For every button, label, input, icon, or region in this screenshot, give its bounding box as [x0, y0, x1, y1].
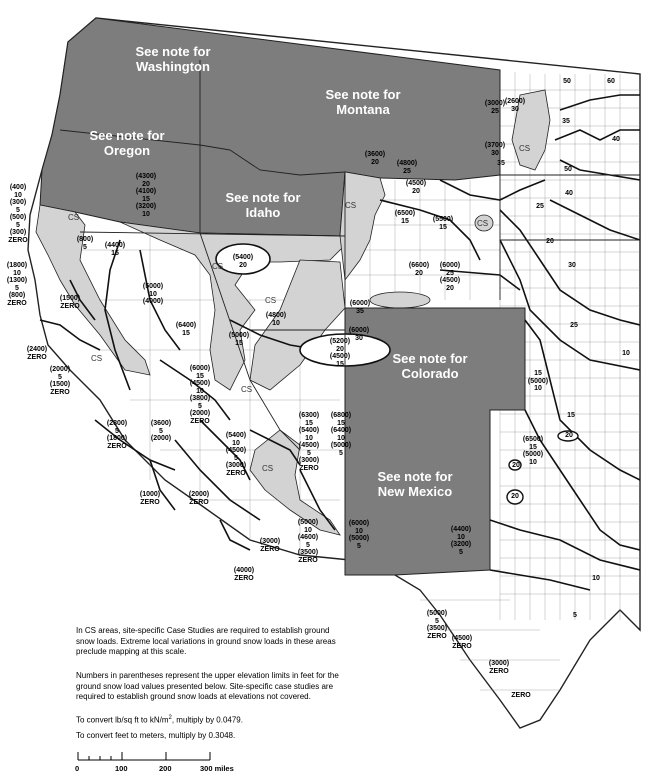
label-mt-2: (4800) 25 [396, 160, 418, 175]
label-co-1: 15 (5000) 10 [527, 370, 549, 392]
label-50-nd-1: 50 [563, 78, 571, 85]
label-nv-5: (5400) 10 (4500) 5 (3000) ZERO [225, 432, 247, 477]
label-az-4: (3000) ZERO [259, 538, 281, 553]
label-az-5: (4000) ZERO [233, 567, 255, 582]
label-nv-4: (6000) 15 (4500) 10 (3800) 5 (2000) ZERO [189, 365, 211, 425]
label-ut-3: (6000) 30 [348, 327, 370, 342]
label-nv-3: (6400) 15 [175, 322, 197, 337]
label-id-3: (5000) 15 [228, 332, 250, 347]
label-wy-5: (6000) 25 (4500) 20 [439, 262, 461, 292]
label-30-plains-1: 30 [568, 262, 576, 269]
label-60-mn: 60 [607, 78, 615, 85]
label-20-plains-2: 20 [565, 432, 573, 439]
label-zero-tx: ZERO [511, 692, 531, 699]
label-az-3: (5000) 10 (4600) 5 (3500) ZERO [297, 519, 319, 564]
legend-convert-load [76, 713, 346, 726]
label-40-sd: 40 [565, 190, 573, 197]
cs-label-arizona: CS [262, 464, 274, 473]
label-tx-2: (5000) 5 (3500) ZERO [426, 610, 448, 640]
label-tx-1: (4400) 10 (3200) 5 [450, 526, 472, 556]
label-nm-1: (6000) 10 (5000) 5 [348, 520, 370, 550]
label-id-1: (5400) 20 [232, 254, 254, 269]
scale-tick-200: 200 [159, 764, 172, 773]
label-id-2: (4800) 10 [265, 312, 287, 327]
label-mt-4: (3700) 30 [484, 142, 506, 157]
label-tx-3: (4500) ZERO [451, 635, 473, 650]
label-10-plains-1: 10 [622, 350, 630, 357]
label-ca-7: (2000) ZERO [188, 491, 210, 506]
cs-label-wasatch: CS [265, 296, 277, 305]
label-nv-2: (5000) 10 (4000) [142, 283, 164, 305]
label-nv-1: (4400) 15 [104, 242, 126, 257]
label-mt-3: (3000) 25 [484, 100, 506, 115]
label-50-nd-2: 50 [564, 166, 572, 173]
label-wy-4: (6600) 20 [408, 262, 430, 277]
scale-tick-100: 100 [115, 764, 128, 773]
label-ca-coast-2: (1800) 10 (1300) 5 (800) ZERO [6, 262, 28, 307]
label-az-2: (6800) 15 (6400) 10 (5000) 5 [330, 412, 352, 457]
label-ca-2: (2400) ZERO [26, 346, 48, 361]
label-15-plains: 15 [567, 412, 575, 419]
cs-label-utah: CS [241, 385, 253, 394]
legend-convert-load-text: To convert lb/sq ft to kN/m [76, 715, 169, 725]
label-mt-1: (3600) 20 [364, 151, 386, 166]
label-40-nd: 40 [612, 136, 620, 143]
label-or-2: (800) 5 [76, 236, 94, 251]
label-35-nd: 35 [562, 118, 570, 125]
cs-label-sierra: CS [91, 354, 103, 363]
legend-convert-load-factor: , multiply by 0.0479. [171, 715, 243, 725]
legend-convert-length: To convert feet to meters, multiply by 0.3048. [76, 731, 236, 740]
label-20-plains-1: 20 [546, 238, 554, 245]
label-ut-2: (6000) 35 [349, 300, 371, 315]
label-az-1: (6300) 15 (5400) 10 (4500) 5 (3000) ZERO [298, 412, 320, 472]
scale-tick-0: 0 [75, 764, 80, 773]
cs-label-idaho: CS [212, 262, 224, 271]
label-tx-4: (3000) ZERO [488, 660, 510, 675]
legend-elevation-note: Numbers in parentheses represent the upper elevation limits in feet for the ground snow load values presented below. Site-specific case studies are required to establish ground snow loads at elevations not covered. [76, 671, 339, 701]
label-ca-4: (2800) 5 (1800) ZERO [106, 420, 128, 450]
label-wy-3: (5500) 15 [432, 216, 454, 231]
legend-cs-note: In CS areas, site-specific Case Studies are required to establish ground snow loads. Extreme local variations in ground snow loads in these areas preclude mapping at this scale. [76, 626, 336, 656]
cs-label-wyoming: CS [345, 201, 357, 210]
note-montana: See note for Montana [325, 87, 401, 117]
label-ut-1: (5200) 20 (4500) 15 [329, 338, 351, 368]
label-ca-coast-1: (400) 10 (300) 5 (500) 5 (300) ZERO [8, 184, 28, 244]
label-ks-1: (6500) 15 (5000) 10 [522, 436, 544, 466]
scale-bar [78, 752, 210, 760]
note-colorado: See note for Colorado [392, 351, 468, 381]
cs-label-cascades: CS [68, 213, 80, 222]
cs-region-co-north [370, 292, 430, 308]
label-10-plains-2: 10 [592, 575, 600, 582]
label-wy-1: (4500) 20 [405, 180, 427, 195]
label-20-plains-3: 20 [512, 462, 520, 469]
label-25-plains-1: 25 [536, 203, 544, 210]
cs-label-black-hills: CS [519, 144, 531, 153]
label-or-1: (4300) 20 (4100) 15 (3200) 10 [135, 173, 157, 218]
note-oregon: See note for Oregon [89, 128, 165, 158]
label-ca-1: (1500) ZERO [59, 295, 81, 310]
legend-convert-load-sup: 2 [168, 715, 172, 721]
label-ca-3: (2000) 5 (1500) ZERO [49, 366, 71, 396]
note-new-mexico: See note for New Mexico [377, 469, 453, 499]
label-25-plains-2: 25 [570, 322, 578, 329]
label-ca-6: (1000) ZERO [139, 491, 161, 506]
cs-label-small-wy: CS [477, 219, 489, 228]
label-mt-5: (2600) 30 [504, 98, 526, 113]
note-washington: See note for Washington [135, 44, 211, 74]
label-wy-2: (6500) 15 [394, 210, 416, 225]
label-ca-5: (3600) 5 (2000) [150, 420, 172, 442]
scale-tick-300: 300 miles [200, 764, 234, 773]
label-35-dak: 35 [497, 160, 505, 167]
label-20-plains-4: 20 [511, 493, 519, 500]
label-5-tx: 5 [573, 612, 577, 619]
note-idaho: See note for Idaho [225, 190, 301, 220]
